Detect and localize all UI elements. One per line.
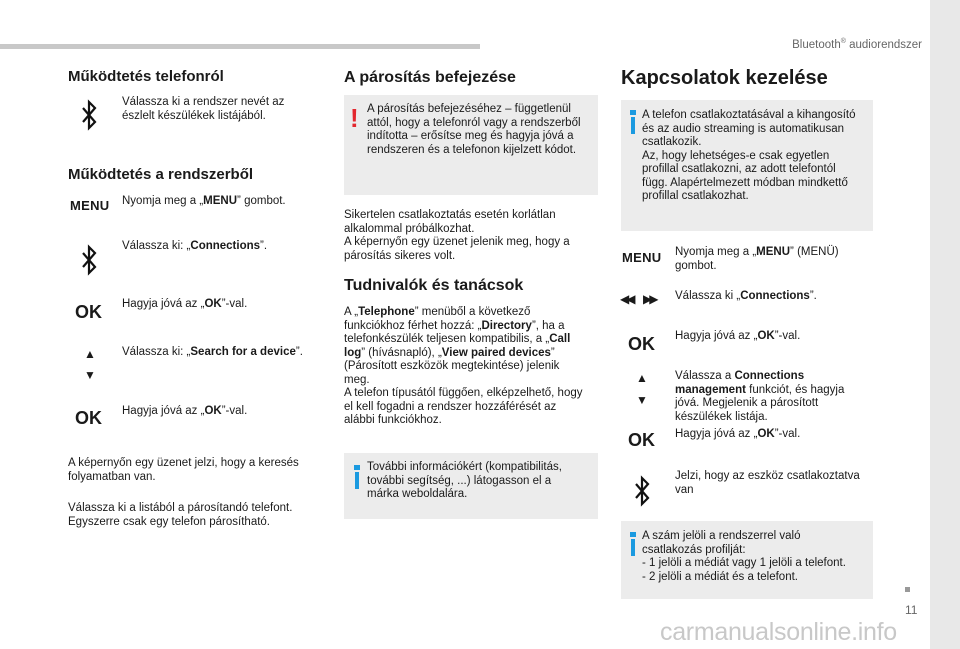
info-website-text: További információkért (kompatibilitás, további segítség, ...) látogasson el a márka weboldalára. bbox=[367, 461, 562, 500]
arrow-down-icon: ▼ bbox=[636, 393, 648, 407]
mgmt-step-3: Hagyja jóvá az „OK”-val. bbox=[675, 330, 801, 342]
mgmt-step-6: Jelzi, hogy az eszköz csatlakoztatva van bbox=[675, 470, 860, 496]
sys-step-4: Válassza ki: „Search for a device”. bbox=[122, 346, 303, 358]
warning-icon: ! bbox=[350, 103, 359, 133]
bluetooth-icon bbox=[634, 474, 650, 508]
retry-para: Sikertelen csatlakoztatás esetén korlátlan alkalommal próbálkozhat. A képernyőn egy üzenet jelenik meg, hogy a párosítás sikeres volt. bbox=[344, 209, 570, 262]
ok-button-icon: OK bbox=[628, 334, 655, 354]
mgmt-step-2: Válassza ki „Connections”. bbox=[675, 290, 817, 302]
info-box-profiles bbox=[621, 100, 873, 231]
phone-step-text: Válassza ki a rendszer nevét az észlelt készülékek listájából. bbox=[122, 96, 285, 122]
ok-button-icon: OK bbox=[75, 302, 102, 322]
sys-step-5: Hagyja jóvá az „OK”-val. bbox=[122, 405, 248, 417]
arrow-left-icon: ◀◀ bbox=[620, 292, 633, 306]
ok-button-icon: OK bbox=[75, 408, 102, 428]
bluetooth-icon bbox=[81, 243, 97, 277]
arrow-up-icon: ▲ bbox=[84, 347, 96, 361]
mgmt-step-4: Válassza a Connections management funkciót, és hagyja jóvá. Megjelenik a párosított készülékek listája. bbox=[675, 370, 845, 423]
info-icon bbox=[629, 532, 637, 556]
sys-step-1: Nyomja meg a „MENU” gombot. bbox=[122, 195, 286, 207]
mgmt-step-5: Hagyja jóvá az „OK”-val. bbox=[675, 428, 801, 440]
menu-button-icon: MENU bbox=[70, 198, 110, 213]
ok-button-icon: OK bbox=[628, 430, 655, 450]
heading-tips: Tudnivalók és tanácsok bbox=[344, 277, 524, 294]
info-box-profile-number bbox=[621, 521, 873, 599]
page-marker bbox=[905, 587, 910, 592]
running-header: Bluetooth® audiorendszer bbox=[792, 38, 922, 51]
heading-phone-operation: Működtetés telefonról bbox=[68, 68, 224, 85]
sys-step-2: Válassza ki: „Connections”. bbox=[122, 240, 268, 252]
warning-text: A párosítás befejezéséhez – függetlenül attól, hogy a telefonról vagy a rendszerből indította – erősítse meg és hagyja jóvá a rendszeren és a telefonon kijelzett kódot. bbox=[367, 103, 581, 156]
search-message-para: A képernyőn egy üzenet jelzi, hogy a keresés folyamatban van. bbox=[68, 457, 299, 483]
select-phone-para: Válassza ki a listából a párosítandó telefont. Egyszerre csak egy telefon párosítható. bbox=[68, 502, 293, 528]
heading-pairing-complete: A párosítás befejezése bbox=[344, 69, 516, 86]
watermark: carmanualsonline.info bbox=[660, 618, 897, 646]
side-tab bbox=[930, 0, 960, 649]
info-box-website bbox=[344, 453, 598, 519]
menu-button-icon: MENU bbox=[622, 250, 662, 265]
bluetooth-icon bbox=[81, 98, 97, 132]
warning-box bbox=[344, 95, 598, 195]
top-rule bbox=[0, 44, 480, 49]
mgmt-step-1: Nyomja meg a „MENU” (MENÜ) gombot. bbox=[675, 246, 839, 272]
page-number: 11 bbox=[905, 603, 918, 617]
heading-system-operation: Működtetés a rendszerből bbox=[68, 166, 254, 183]
arrow-up-icon: ▲ bbox=[636, 371, 648, 385]
info-icon bbox=[353, 465, 361, 489]
tips-para: A „Telephone” menüből a következő funkciókhoz férhet hozzá: „Directory”, ha a telefonkészülék teljesen kompatibilis, a „Call log” (hívásnapló), „View paired devices” (Párosított eszközök megtekintése) jelenik meg. A telefon típusától függően, elképzelhető, hogy el kell fogadni a rendszer hozzáférését az alábbi funkciókhoz. bbox=[344, 306, 583, 426]
info-icon bbox=[629, 110, 637, 134]
sys-step-3: Hagyja jóvá az „OK”-val. bbox=[122, 298, 248, 310]
info-profile-number-text: A szám jelöli a rendszerrel való csatlakozás profilját: - 1 jelöli a médiát vagy 1 jelöli a telefont. - 2 jelöli a médiát és a telefont. bbox=[642, 530, 846, 583]
info-profiles-text: A telefon csatlakoztatásával a kihangosító és az audio streaming is automatikusan csatlakozik. Az, hogy lehetséges-e csak egyetlen profillal csatlakozni, az adott telefontól függ. Alapértelmezett módban mindkettő profillal csatlakozhat. bbox=[642, 109, 856, 202]
heading-manage-connections: Kapcsolatok kezelése bbox=[621, 67, 828, 89]
arrow-right-icon: ▶▶ bbox=[643, 292, 656, 306]
arrow-down-icon: ▼ bbox=[84, 368, 96, 382]
